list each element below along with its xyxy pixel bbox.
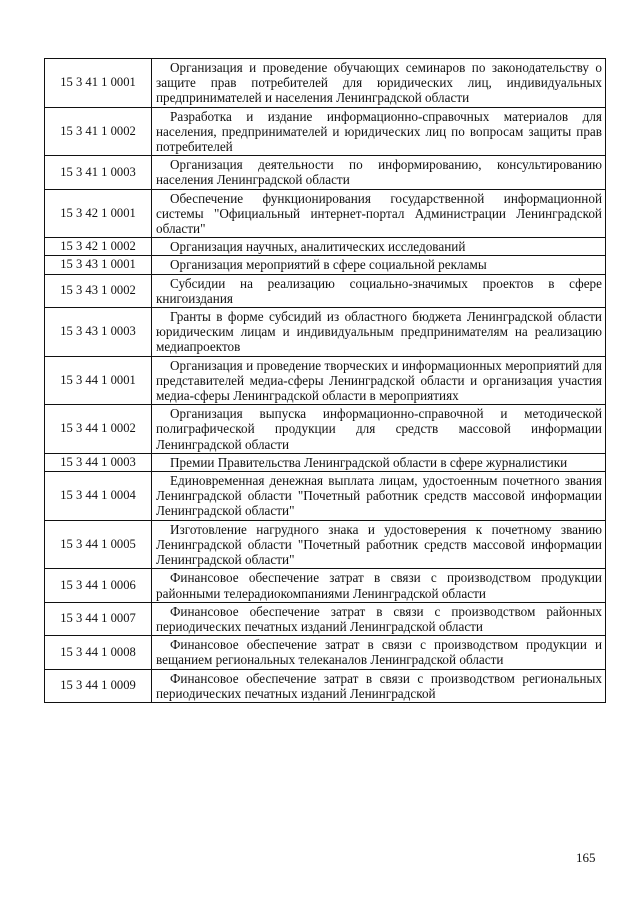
page-number: 165: [576, 850, 596, 865]
table-row: [45, 238, 606, 256]
table-row: [45, 356, 606, 405]
budget-code: 15 3 44 1 0007: [45, 602, 152, 635]
expense-description: Организация и проведение творческих и информационных мероприятий для представителей медиа-сферы Ленинградской области и организация участия медиа-сферы Ленинградской области в мероприятиях: [156, 357, 602, 404]
expense-description: Изготовление нагрудного знака и удостоверения к почетному званию Ленинградской области "Почетный работник средств массовой информации Ленинградской области": [156, 521, 602, 568]
budget-code: 15 3 44 1 0005: [45, 520, 152, 569]
expense-description: Организация выпуска информационно-справочной и методической полиграфической продукции для средств массовой информации Ленинградской области: [156, 406, 602, 452]
table-row: [45, 156, 606, 189]
expense-description-cell: [152, 520, 606, 569]
expense-description: Организация научных, аналитических исследований: [170, 239, 466, 255]
expense-description: Финансовое обеспечение затрат в связи с производством продукции и вещанием региональных телеканалов Ленинградской области: [156, 637, 602, 668]
expense-description: Гранты в форме субсидий из областного бюджета Ленинградской области юридическим лицам и индивидуальным предпринимателям на реализацию медиапроектов: [156, 309, 602, 355]
expense-description-cell: [152, 636, 606, 669]
budget-code: 15 3 41 1 0001: [45, 59, 152, 108]
table-row: [45, 256, 606, 274]
table-body: [45, 59, 606, 703]
budget-code: 15 3 44 1 0002: [45, 405, 152, 454]
expense-description-cell: [152, 472, 606, 521]
table-row: [45, 107, 606, 156]
expense-description-cell: [152, 238, 606, 256]
expense-description: Разработка и издание информационно-справочных материалов для населения, предпринимателей и юридических лиц по вопросам защиты прав потребителей: [156, 108, 602, 155]
budget-code: 15 3 43 1 0002: [45, 274, 152, 307]
expense-description: Организация мероприятий в сфере социальной рекламы: [170, 257, 487, 273]
expense-description: Обеспечение функционирования государственной информационной системы "Официальный интернет-портал Администрации Ленинградской области": [156, 190, 602, 237]
table-row: [45, 189, 606, 238]
expense-description-cell: [152, 308, 606, 357]
table-row: [45, 520, 606, 569]
expense-description-cell: [152, 156, 606, 189]
expense-description-cell: [152, 256, 606, 274]
expense-description-cell: [152, 602, 606, 635]
expense-description: Организация и проведение обучающих семинаров по законодательству о защите прав потребителей для юридических лиц, индивидуальных предпринимателей и населения Ленинградской области: [156, 60, 602, 106]
expense-description-cell: [152, 59, 606, 108]
expense-description-cell: [152, 356, 606, 405]
expense-description-cell: [152, 569, 606, 602]
budget-code: 15 3 43 1 0003: [45, 308, 152, 357]
expense-description: Премии Правительства Ленинградской области в сфере журналистики: [170, 454, 568, 470]
table-row: [45, 569, 606, 602]
table-row: [45, 59, 606, 108]
budget-code: 15 3 41 1 0002: [45, 107, 152, 156]
expense-description: Финансовое обеспечение затрат в связи с производством продукции районными телерадиокомпаниями Ленинградской области: [156, 570, 602, 601]
budget-code: 15 3 41 1 0003: [45, 156, 152, 189]
table-row: [45, 405, 606, 454]
expense-description-cell: [152, 189, 606, 238]
expense-description: Организация деятельности по информированию, консультированию населения Ленинградской области: [156, 157, 602, 188]
expense-description: Единовременная денежная выплата лицам, удостоенным почетного звания Ленинградской области "Почетный работник средств массовой информации Ленинградской области": [156, 473, 602, 519]
table-row: [45, 308, 606, 357]
budget-code: 15 3 42 1 0001: [45, 189, 152, 238]
budget-code: 15 3 44 1 0008: [45, 636, 152, 669]
table-row: [45, 453, 606, 471]
table-row: [45, 274, 606, 307]
budget-code: 15 3 43 1 0001: [45, 256, 152, 274]
budget-code: 15 3 42 1 0002: [45, 238, 152, 256]
expense-description: Финансовое обеспечение затрат в связи с производством региональных периодических печатных изданий Ленинградской: [156, 670, 602, 701]
budget-code: 15 3 44 1 0001: [45, 356, 152, 405]
expense-description-cell: [152, 107, 606, 156]
table-row: [45, 602, 606, 635]
budget-code-table: [44, 58, 606, 703]
expense-description: Субсидии на реализацию социально-значимых проектов в сфере книгоиздания: [156, 275, 602, 306]
table-row: [45, 472, 606, 521]
table-row: [45, 636, 606, 669]
budget-code: 15 3 44 1 0003: [45, 453, 152, 471]
budget-code: 15 3 44 1 0004: [45, 472, 152, 521]
expense-description-cell: [152, 405, 606, 454]
budget-code: 15 3 44 1 0006: [45, 569, 152, 602]
expense-description-cell: [152, 669, 606, 702]
table-row: [45, 669, 606, 702]
budget-code: 15 3 44 1 0009: [45, 669, 152, 702]
expense-description: Финансовое обеспечение затрат в связи с производством районных периодических печатных изданий Ленинградской области: [156, 603, 602, 634]
expense-description-cell: [152, 274, 606, 307]
expense-description-cell: [152, 453, 606, 471]
